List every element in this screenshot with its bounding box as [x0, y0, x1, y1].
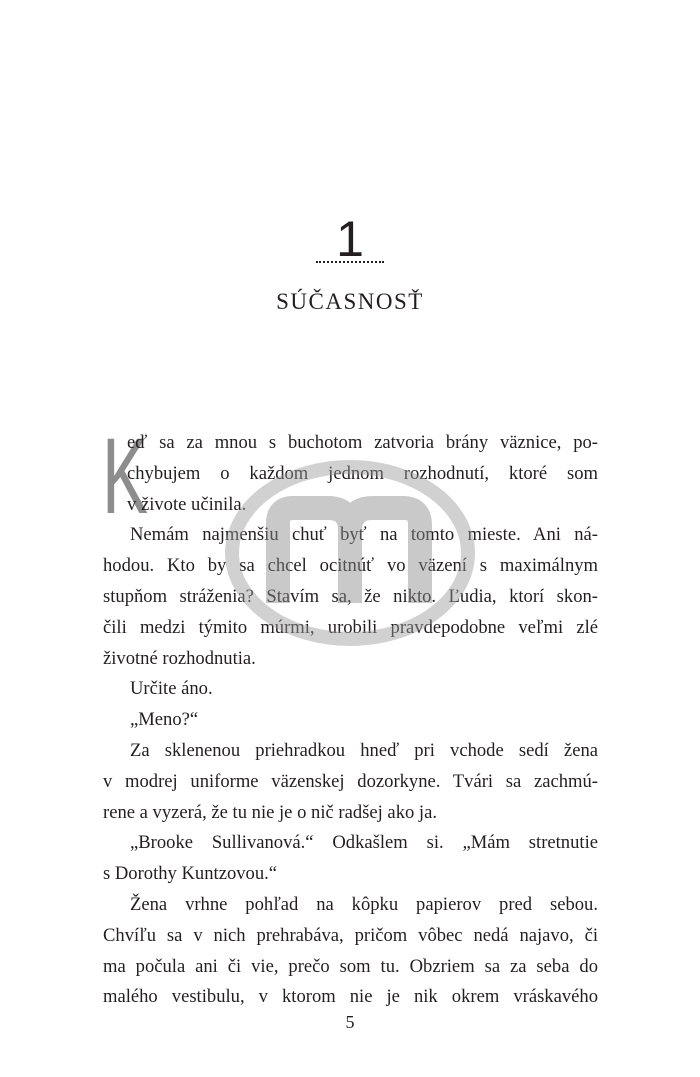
text-line: hodou. Kto by sa chcel ocitnúť vo väzení s maximálnym [103, 555, 598, 577]
text-line: v živote učinila. [127, 493, 247, 515]
page-number: 5 [345, 1012, 355, 1032]
text-line: stupňom stráženia? Stavím sa, že nikto. Ľudia, ktorí skon- [103, 585, 598, 607]
drop-cap: K [102, 415, 149, 536]
text-line: malého vestibulu, v ktorom nie je nik okrem vráskavého [103, 986, 598, 1008]
text-line: eď sa za mnou s buchotom zatvoria brány väznice, po- [127, 432, 598, 453]
text-line: s Dorothy Kuntzovou.“ [103, 863, 278, 885]
text-line: Za sklenenou priehradkou hneď pri vchode sedí žena [130, 739, 598, 761]
text-line: chybujem o každom jednom rozhodnutí, ktoré som [127, 462, 598, 484]
text-line: rene a vyzerá, že tu nie je o nič radšej ako ja. [103, 801, 437, 823]
text-line: Nemám najmenšiu chuť byť na tomto mieste. Ani ná- [130, 524, 598, 546]
text-line: „Meno?“ [130, 709, 199, 731]
chapter-number: 1 [336, 211, 364, 267]
chapter-ornament-dots [316, 261, 384, 263]
text-line: životné rozhodnutia. [103, 647, 256, 669]
text-line: v modrej uniforme väzenskej dozorkyne. Tvári sa zachmú- [103, 770, 598, 792]
text-line: Žena vrhne pohľad na kôpku papierov pred sebou. [130, 893, 598, 915]
chapter-title: SÚČASNOSŤ [276, 289, 424, 314]
watermark-logo [218, 453, 482, 653]
text-line: Určite áno. [130, 678, 213, 700]
text-line: ma počula ani či vie, prečo som tu. Obzriem sa za seba do [103, 955, 598, 977]
text-line: čili medzi týmito múrmi, urobili pravdepodobne veľmi zlé [103, 616, 598, 638]
text-line: Chvíľu sa v nich prehrabáva, pričom vôbec nedá najavo, či [103, 924, 598, 946]
text-line: „Brooke Sullivanová.“ Odkašlem si. „Mám stretnutie [130, 832, 598, 854]
